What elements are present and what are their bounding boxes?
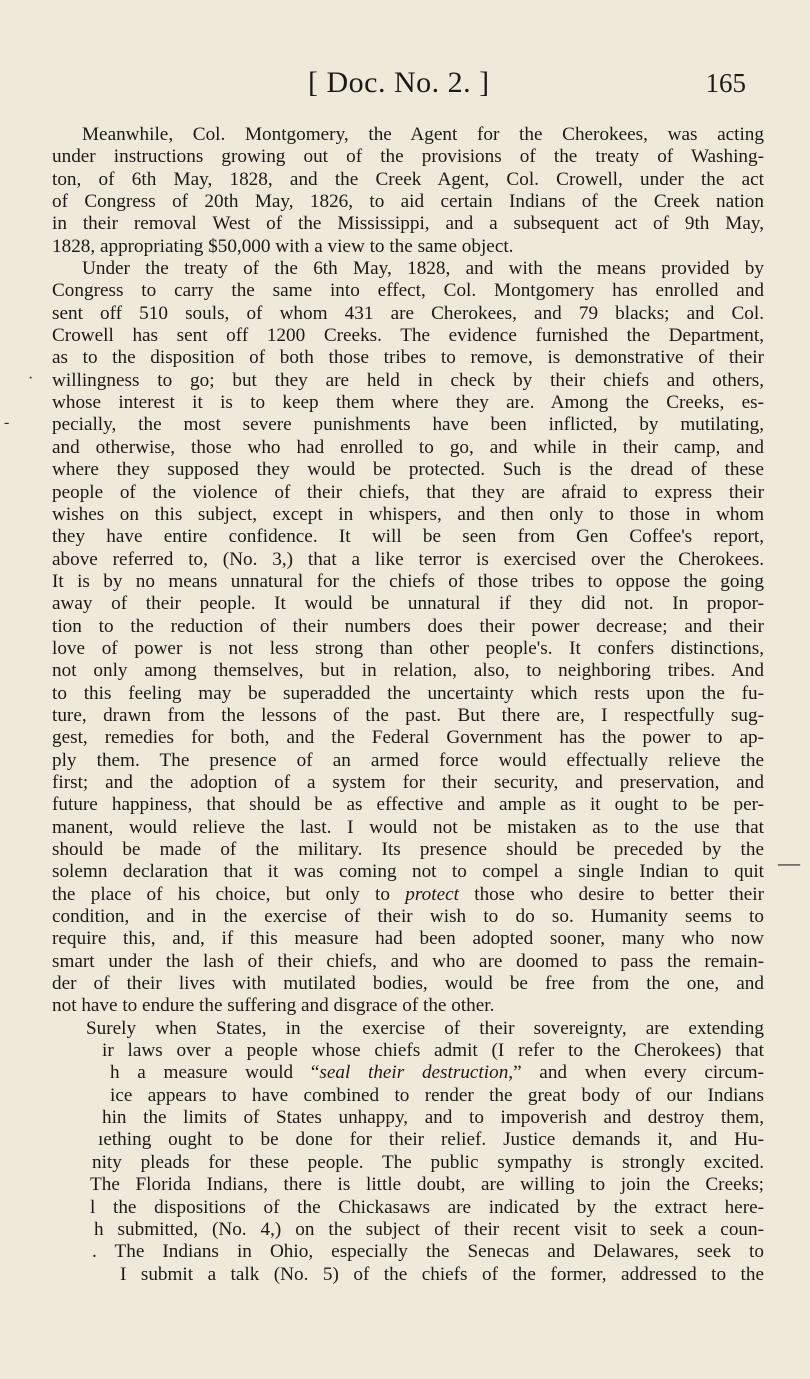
text-line: der of their lives with mutilated bodies, would be free from the one, and	[52, 973, 764, 995]
text-line: love of power is not less strong than other people's. It confers distinctions,	[52, 637, 764, 659]
text-line: Crowell has sent off 1200 Creeks. The evidence furnished the Department,	[52, 325, 764, 347]
text-line: not only among themselves, but in relation, also, to neighboring tribes. And	[52, 660, 764, 682]
text-line: nity pleads for these people. The public sympathy is strongly excited.	[92, 1151, 764, 1173]
text-line: future happiness, that should be as effective and ample as it ought to be per-	[52, 794, 764, 816]
text-line: ton, of 6th May, 1828, and the Creek Agent, Col. Crowell, under the act	[52, 168, 764, 190]
margin-mark-left: -	[4, 414, 10, 431]
text-line: not have to endure the suffering and disgrace of the other.	[52, 995, 495, 1017]
margin-mark-dot: ·	[28, 370, 34, 387]
text-line: It is by no means unnatural for the chiefs of those tribes to oppose the going	[52, 570, 764, 592]
text-line: condition, and in the exercise of their wish to do so. Humanity seems to	[52, 906, 764, 928]
text-line: ıething ought to be done for their relief. Justice demands it, and Hu-	[98, 1129, 764, 1151]
text-line: manent, would relieve the last. I would not be mistaken as to the use that	[52, 816, 764, 838]
margin-mark-right: —	[778, 850, 800, 875]
text-line: smart under the lash of their chiefs, and who are doomed to pass the remain-	[52, 950, 764, 972]
text-line: to this feeling may be superadded the uncertainty which rests upon the fu-	[52, 682, 764, 704]
doc-title: [ Doc. No. 2. ]	[308, 66, 490, 99]
text-line: gest, remedies for both, and the Federal Government has the power to ap-	[52, 727, 764, 749]
text-line: should be made of the military. Its presence should be preceded by the	[52, 839, 764, 860]
text-line: Congress to carry the same into effect, Col. Montgomery has enrolled and	[52, 280, 764, 302]
text-line: and otherwise, those who had enrolled to go, and while in their camp, and	[52, 436, 764, 458]
text-line: whose interest it is to keep them where they are. Among the Creeks, es-	[52, 392, 764, 414]
text-line: people of the violence of their chiefs, that they are afraid to express their	[52, 481, 764, 503]
text-line: under instructions growing out of the provisions of the treaty of Washing-	[52, 146, 764, 168]
text-line: . The Indians in Ohio, especially the Senecas and Delawares, seek to	[92, 1241, 764, 1263]
text-line: Meanwhile, Col. Montgomery, the Agent for the Cherokees, was acting	[82, 124, 764, 145]
text-line: solemn declaration that it was coming not to compel a single Indian to quit	[52, 861, 764, 883]
text-line: Surely when States, in the exercise of their sovereignty, are extending	[86, 1017, 764, 1039]
text-line: first; and the adoption of a system for their security, and preservation, and	[52, 771, 764, 793]
text-line: h a measure would “seal their destruction,” and when every circum-	[110, 1062, 764, 1084]
text-line: of Congress of 20th May, 1826, to aid certain Indians of the Creek nation	[52, 191, 764, 213]
text-line: hin the limits of States unhappy, and to impoverish and destroy them,	[102, 1107, 764, 1129]
body-text	[52, 124, 764, 1286]
text-line: Under the treaty of the 6th May, 1828, and with the means provided by	[82, 258, 764, 280]
text-line: willingness to go; but they are held in check by their chiefs and others,	[52, 369, 764, 391]
page-number: 165	[705, 68, 746, 98]
text-line: above referred to, (No. 3,) that a like terror is exercised over the Cherokees.	[52, 548, 764, 570]
text-line: ir laws over a people whose chiefs admit (I refer to the Cherokees) that	[102, 1040, 764, 1062]
text-line: as to the disposition of both those tribes to remove, is demonstrative of their	[52, 347, 764, 369]
text-line: h submitted, (No. 4,) on the subject of their recent visit to seek a coun-	[94, 1218, 764, 1240]
text-line: The Florida Indians, there is little doubt, are willing to join the Creeks;	[90, 1174, 764, 1196]
page-header	[0, 66, 810, 110]
text-line: 1828, appropriating $50,000 with a view to the same object.	[52, 235, 514, 257]
text-line: l the dispositions of the Chickasaws are indicated by the extract here-	[90, 1196, 764, 1218]
text-line: where they supposed they would be protected. Such is the dread of these	[52, 459, 764, 481]
text-line: wishes on this subject, except in whispers, and then only to those in whom	[52, 503, 764, 525]
text-line: require this, and, if this measure had been adopted sooner, many who now	[52, 928, 764, 950]
text-line: away of their people. It would be unnatural if they did not. In propor-	[52, 593, 764, 615]
italic-text: protect	[405, 883, 459, 905]
text-line: ice appears to have combined to render the great body of our Indians	[110, 1084, 764, 1106]
text-line: pecially, the most severe punishments have been inflicted, by mutilating,	[52, 414, 764, 436]
text-line: in their removal West of the Mississippi, and a subsequent act of 9th May,	[52, 213, 764, 235]
text-line: ply them. The presence of an armed force would effectually relieve the	[52, 749, 764, 771]
text-line: they have entire confidence. It will be seen from Gen Coffee's report,	[52, 526, 764, 548]
text-line: I submit a talk (No. 5) of the chiefs of the former, addressed to the	[120, 1263, 764, 1285]
italic-text: seal their destruction,	[319, 1062, 514, 1084]
text-line: tion to the reduction of their numbers does their power decrease; and their	[52, 615, 764, 637]
text-line: the place of his choice, but only to protect those who desire to better their	[52, 883, 764, 905]
text-line: sent off 510 souls, of whom 431 are Cherokees, and 79 blacks; and Col.	[52, 302, 764, 324]
text-line: ture, drawn from the lessons of the past. But there are, I respectfully sug-	[52, 704, 764, 726]
